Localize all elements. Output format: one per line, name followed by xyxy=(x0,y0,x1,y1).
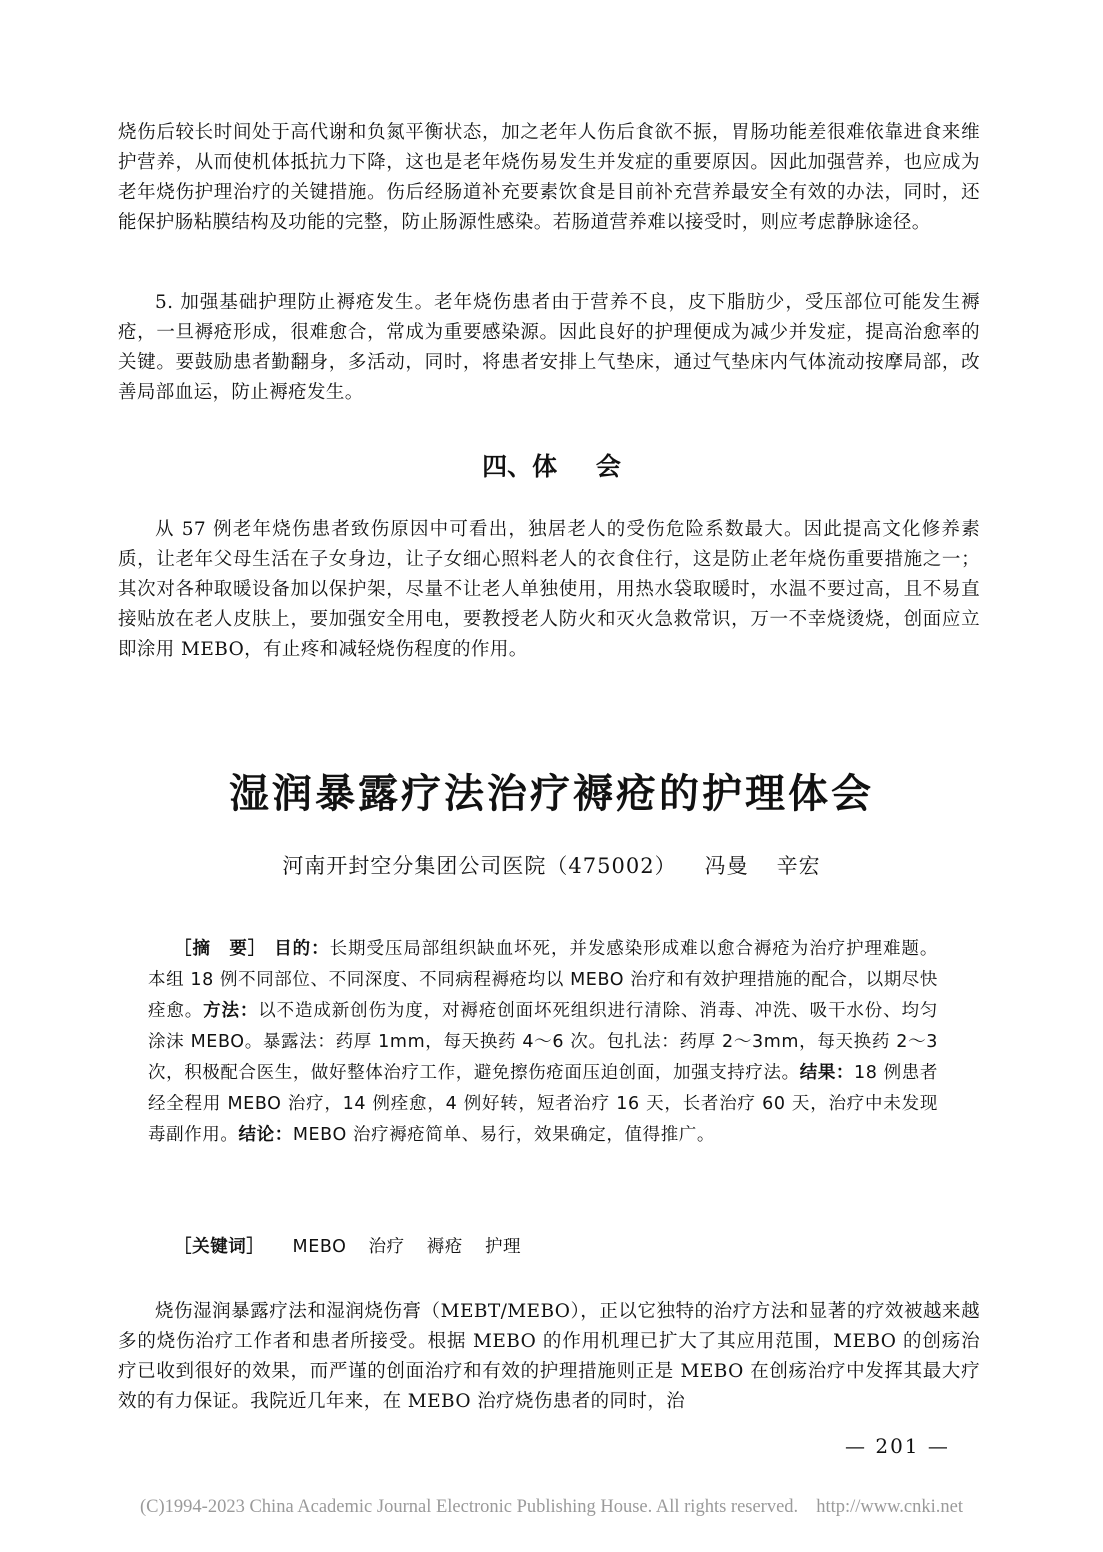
keyword: 治疗 xyxy=(368,1237,405,1257)
footer-url[interactable]: http://www.cnki.net xyxy=(816,1497,963,1517)
abstract-conclusion-text: MEBO 治疗褥疮简单、易行，效果确定，值得推广。 xyxy=(292,1125,716,1145)
keyword: MEBO xyxy=(292,1237,347,1257)
section-heading-experience: 四、体 会 xyxy=(482,452,621,481)
copyright-text: (C)1994-2023 China Academic Journal Electronic Publishing House. All rights reserved. xyxy=(140,1497,799,1517)
abstract-objective-text: 长期受压局部组织缺血坏死，并发感染形成难以愈合褥疮为治疗护理难题。本组 18 例不同部位、不同深度、不同病程褥疮均以 MEBO 治疗和有效护理措施的配合，以期尽快痊愈。 xyxy=(148,939,938,1021)
keywords xyxy=(174,1233,543,1258)
byline xyxy=(0,850,1103,880)
keywords-label: ［关键词］ xyxy=(174,1237,265,1257)
keyword: 褥疮 xyxy=(426,1237,463,1257)
abstract-objective-label: 目的： xyxy=(274,939,330,959)
abstract-method-text: 以不造成新创伤为度，对褥疮创面坏死组织进行清除、消毒、冲洗、吸干水份、均匀涂沫 MEBO。暴露法：药厚 1mm，每天换药 4～6 次。包扎法：药厚 2～3mm，每天换药 2～3 次，积极配合医生，做好整体治疗工作，避免擦伤疮面压迫创面，加强支持疗法。 xyxy=(148,1001,938,1083)
abstract-method-label: 方法： xyxy=(203,1001,259,1021)
body-paragraph-conclusion: 从 57 例老年烧伤患者致伤原因中可看出，独居老人的受伤危险系数最大。因此提高文化修养素质，让老年父母生活在子女身边，让子女细心照料老人的衣食住行，这是防止老年烧伤重要措施之一；其次对各种取暖设备加以保护架，尽量不让老人单独使用，用热水袋取暖时，水温不要过高，且不易直接贴放在老人皮肤上，要加强安全用电，要教授老人防火和灭火急救常识，万一不幸烧烫烧，创面应立即涂用 MEBO，有止疼和减轻烧伤程度的作用。 xyxy=(118,519,980,660)
author-name: 冯曼 xyxy=(704,854,749,878)
intro-paragraph: 烧伤湿润暴露疗法和湿润烧伤膏（MEBT/MEBO），正以它独特的治疗方法和显著的疗效被越来越多的烧伤治疗工作者和患者所接受。根据 MEBO 的作用机理已扩大了其应用范围，MEBO 的创疡治疗已收到很好的效果，而严谨的创面治疗和有效的护理措施则正是 MEBO 在创疡治疗中发挥其最大疗效的有力保证。我院近几年来，在 MEBO 治疗烧伤患者的同时，治 xyxy=(118,1301,980,1412)
article-title: 湿润暴露疗法治疗褥疮的护理体会 xyxy=(229,771,874,817)
abstract-result-text: 18 例患者经全程用 MEBO 治疗，14 例痊愈，4 例好转，短者治疗 16 天，长者治疗 60 天，治疗中未发现毒副作用。 xyxy=(148,1063,938,1145)
page-number: — 201 — xyxy=(845,1434,950,1458)
abstract-label: ［摘 要］ xyxy=(174,939,267,959)
abstract xyxy=(148,934,938,1151)
affiliation: 河南开封空分集团公司医院（475002） xyxy=(282,854,677,878)
abstract-result-label: 结果： xyxy=(799,1063,855,1083)
body-paragraph-nutrition: 烧伤后较长时间处于高代谢和负氮平衡状态，加之老年人伤后食欲不振，胃肠功能差很难依靠进食来维护营养，从而使机体抵抗力下降，这也是老年烧伤易发生并发症的重要原因。因此加强营养，也应成为老年烧伤护理治疗的关键措施。伤后经肠道补充要素饮食是目前补充营养最安全有效的办法，同时，还能保护肠粘膜结构及功能的完整，防止肠源性感染。若肠道营养难以接受时，则应考虑静脉途径。 xyxy=(118,122,980,233)
copyright-footer xyxy=(0,1497,1103,1518)
abstract-conclusion-label: 结论： xyxy=(238,1125,293,1145)
keyword: 护理 xyxy=(484,1237,522,1257)
body-paragraph-bedsore-care: 5. 加强基础护理防止褥疮发生。老年烧伤患者由于营养不良，皮下脂肪少，受压部位可能发生褥疮，一旦褥疮形成，很难愈合，常成为重要感染源。因此良好的护理便成为减少并发症，提高治愈率的关键。要鼓励患者勤翻身，多活动，同时，将患者安排上气垫床，通过气垫床内气体流动按摩局部，改善局部血运，防止褥疮发生。 xyxy=(118,292,980,403)
author-name: 辛宏 xyxy=(776,854,821,878)
